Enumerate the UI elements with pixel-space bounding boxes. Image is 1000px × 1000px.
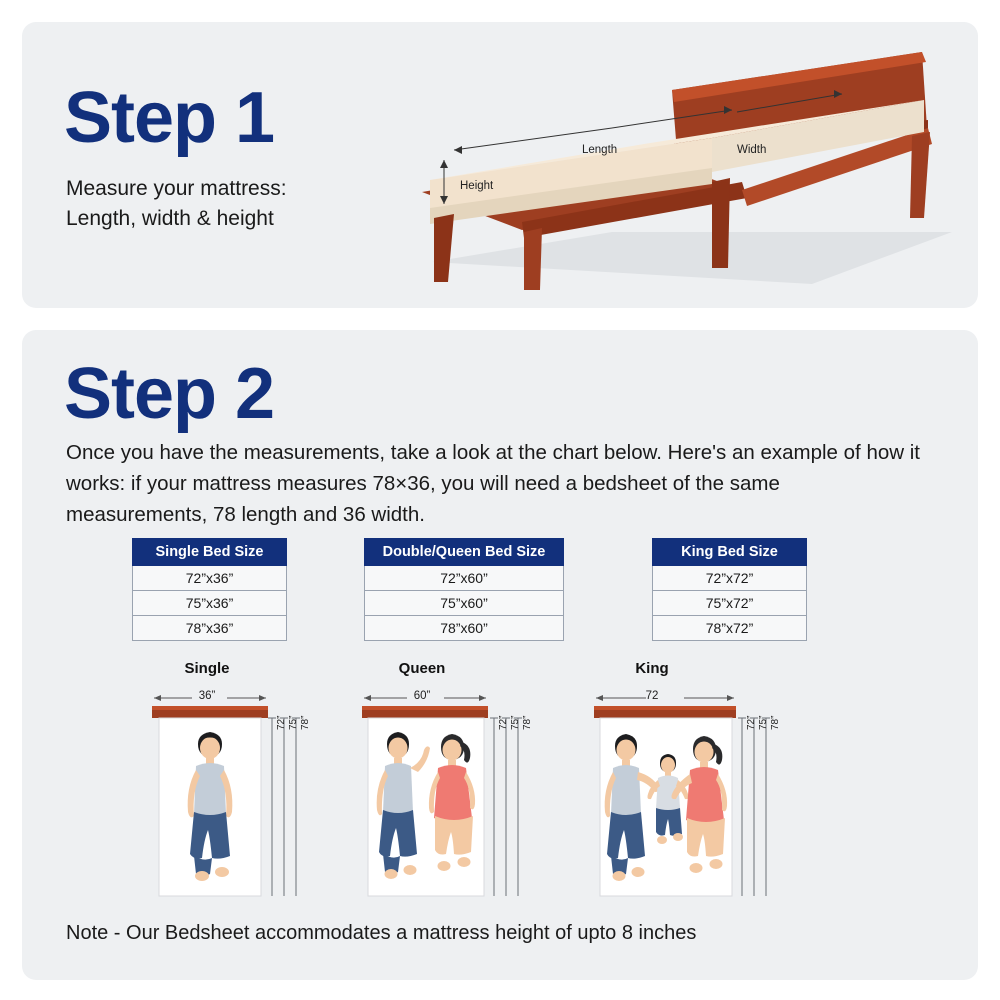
table-row: 72”x72” <box>652 566 807 591</box>
step1-subtitle-line1: Measure your mattress: <box>66 177 287 200</box>
table-single-bed-size <box>132 538 287 641</box>
table-row: 75”x60” <box>364 591 564 616</box>
bed-figure-title-king: King <box>635 660 669 677</box>
table-king-bed-size <box>652 538 807 641</box>
step2-panel <box>22 330 978 980</box>
bed-width-label: Width <box>737 144 767 156</box>
note-text: Note - Our Bedsheet accommodates a mattress height of upto 8 inches <box>66 922 697 944</box>
step2-paragraph: Once you have the measurements, take a look at the chart below. Here's an example of how it works: if your mattress measures 78×36, you will need a bedsheet of the same measurements, 78 length and 36 width. <box>66 441 920 526</box>
bed-height-label-queen-78: 78” <box>522 715 533 730</box>
bed-svg <box>412 32 972 302</box>
bed-height-label-king-78: 78” <box>770 715 781 730</box>
table-header: King Bed Size <box>652 538 807 566</box>
step1-subtitle <box>66 174 396 235</box>
step2-title: Step 2 <box>64 354 275 434</box>
table-header: Double/Queen Bed Size <box>364 538 564 566</box>
table-row: 78”x60” <box>364 616 564 641</box>
table-row: 78”x72” <box>652 616 807 641</box>
bed-width-label-queen: 60” <box>413 690 431 702</box>
bed-height-label-single-72: 72” <box>276 715 287 730</box>
table-row: 72”x36” <box>132 566 287 591</box>
bed-length-label: Length <box>582 144 618 156</box>
bed-height-label-king-75: 75” <box>758 715 769 730</box>
table-double-queen-bed-size <box>364 538 564 641</box>
step1-title: Step 1 <box>64 78 275 158</box>
table-row: 75”x72” <box>652 591 807 616</box>
step1-panel <box>22 22 978 308</box>
bed-illustration <box>412 32 972 302</box>
table-row: 75”x36” <box>132 591 287 616</box>
bed-figure-title-single: Single <box>184 660 230 677</box>
bed-height-label-single-75: 75” <box>288 715 299 730</box>
bed-height-label-queen-75: 75” <box>510 715 521 730</box>
step1-subtitle-line2: Length, width & height <box>66 207 274 231</box>
bed-height-label-single-78: 78” <box>300 715 311 730</box>
bed-figure-queen-svg <box>322 680 522 920</box>
bed-height-label-king-72: 72” <box>746 715 757 730</box>
table-header: Single Bed Size <box>132 538 287 566</box>
bed-width-label-king: 72 <box>645 690 659 702</box>
bed-figure-title-queen: Queen <box>398 660 446 677</box>
bed-height-label-queen-72: 72” <box>498 715 509 730</box>
bed-width-label-single: 36” <box>198 690 216 702</box>
table-row: 72”x60” <box>364 566 564 591</box>
table-row: 78”x36” <box>132 616 287 641</box>
bed-height-label: Height <box>460 180 494 192</box>
